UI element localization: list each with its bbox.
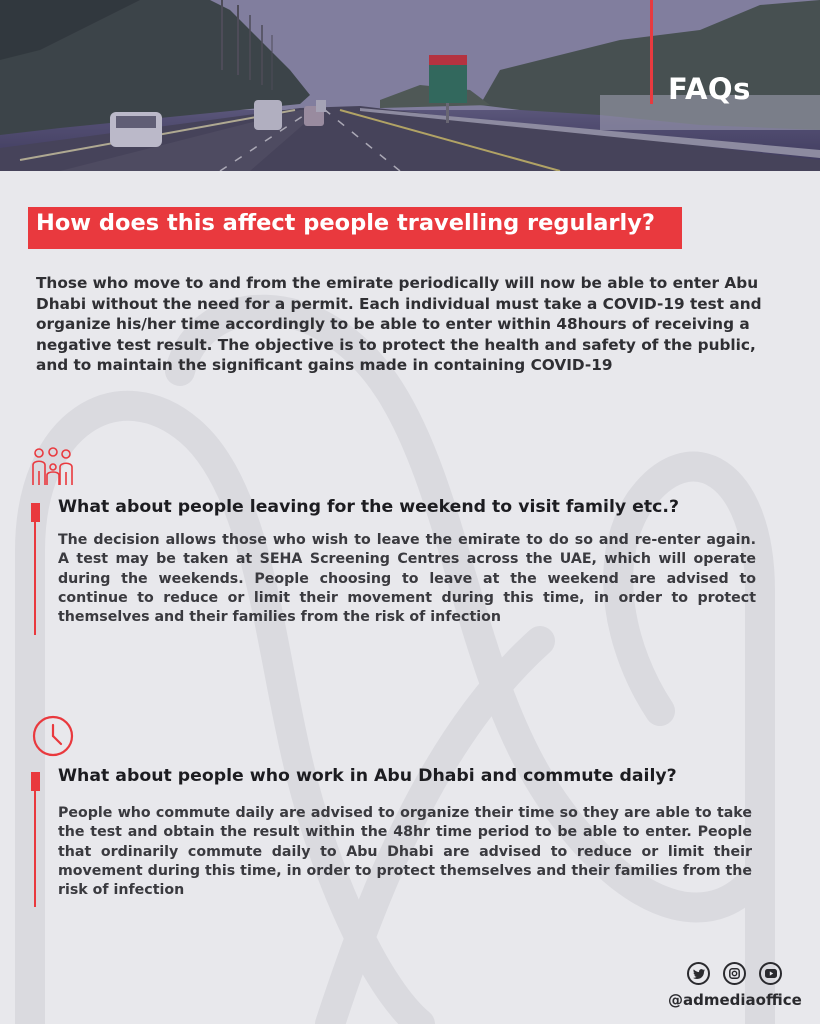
intro-paragraph: Those who move to and from the emirate periodically will now be able to enter Abu Dhabi without the need for a permit. Each individual must take a COVID-19 test and organize his/her time accordingly to be able to enter within 48hours of receiving a negative test result. The objective is to protect the health and safety of the public, and to maintain the significant gains made in containing COVID-19 bbox=[36, 274, 762, 374]
banner-question: How does this affect people travelling regularly? bbox=[36, 210, 655, 236]
section-marker bbox=[31, 503, 40, 522]
family-icon bbox=[30, 447, 74, 493]
youtube-icon[interactable] bbox=[759, 962, 782, 985]
section-heading: What about people who work in Abu Dhabi and commute daily? bbox=[58, 766, 677, 786]
social-handle[interactable]: @admediaoffice bbox=[668, 991, 802, 1009]
page-title: FAQs bbox=[668, 72, 751, 106]
section-line bbox=[34, 791, 36, 907]
instagram-icon[interactable] bbox=[723, 962, 746, 985]
section-body: People who commute daily are advised to organize their time so they are able to take the test and obtain the result within the 48hr time period to be able to enter. People that ordinarily commute daily to Abu Dhabi are advised to reduce or limit their movement during this time, in order to protect themselves and their families from the risk of infection bbox=[58, 805, 752, 899]
section-heading: What about people leaving for the weekend to visit family etc.? bbox=[58, 497, 679, 517]
twitter-icon[interactable] bbox=[687, 962, 710, 985]
section-body: The decision allows those who wish to leave the emirate to do so and re-enter again. A test may be taken at SEHA Screening Centres across the UAE, which will operate during the weekends. People choosing to leave at the weekend are advised to continue to reduce or limit their movement during this time, in order to protect themselves and their families from the risk of infection bbox=[58, 532, 756, 626]
clock-icon bbox=[31, 714, 75, 762]
section-line bbox=[34, 522, 36, 635]
hero-image bbox=[0, 0, 820, 171]
hero-accent-line bbox=[650, 0, 653, 104]
section-marker bbox=[31, 772, 40, 791]
